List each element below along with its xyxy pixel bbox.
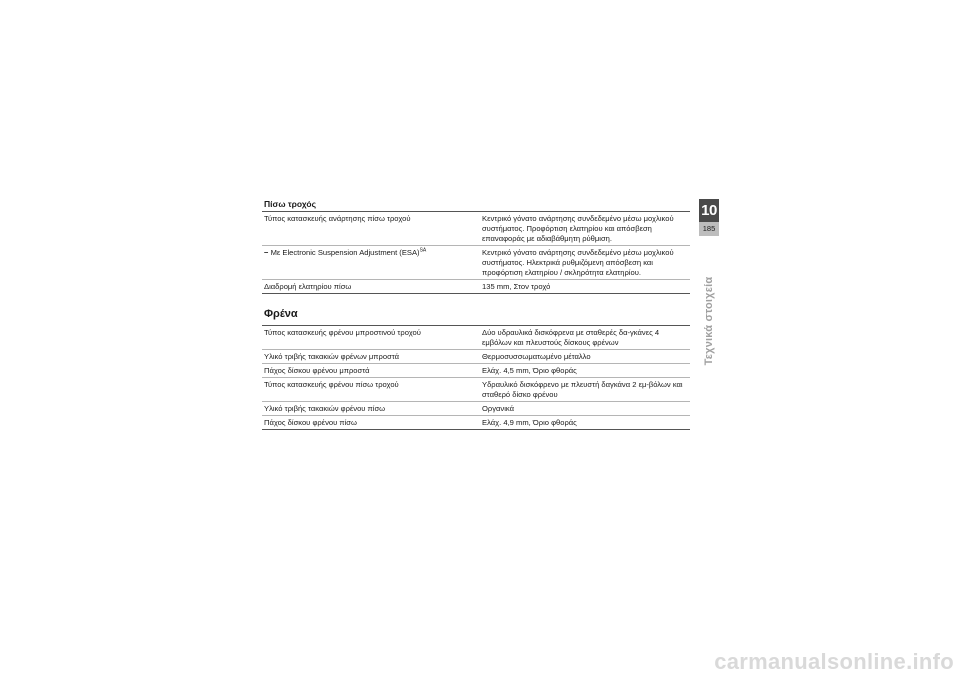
- table-row: [262, 350, 690, 364]
- page-number: 185: [699, 222, 719, 236]
- table-row: [262, 280, 690, 294]
- table-row: [262, 326, 690, 350]
- rear-wheel-heading: Πίσω τροχός: [262, 198, 690, 212]
- spec-value: Οργανικά: [480, 402, 690, 416]
- spec-value: Κεντρικό γόνατο ανάρτησης συνδεδεμένο μέσω μοχλικού συστήματος. Προφόρτιση ελατηρίου και απόσβεση επαναφοράς με αδιαβάθμητη ρύθμιση.: [480, 212, 690, 246]
- dash-marker: −: [264, 247, 269, 257]
- spec-value: Υδραυλικό δισκόφρενο με πλευστή δαγκάνα 2 εμ-βόλων και σταθερό δίσκο φρένου: [480, 378, 690, 402]
- spec-value: Δύο υδραυλικά δισκόφρενα με σταθερές δα-γκάνες 4 εμβόλων και πλευστούς δίσκους φρένων: [480, 326, 690, 350]
- table-row: [262, 402, 690, 416]
- spec-value: Ελάχ. 4,9 mm, Όριο φθοράς: [480, 416, 690, 430]
- spec-label: [262, 246, 480, 280]
- watermark: carmanualsonline.info: [714, 649, 954, 674]
- chapter-title: Τεχνικά στοιχεία: [703, 276, 715, 366]
- spec-value: Κεντρικό γόνατο ανάρτησης συνδεδεμένο μέσω μοχλικού συστήματος. Ηλεκτρικά ρυθμιζόμενη απόσβεση και προφόρτιση ελατηρίου / σκληρότητα ελατηρίου.: [480, 246, 690, 280]
- spec-value: Θερμοσυσσωματωμένο μέταλλο: [480, 350, 690, 364]
- table-row: [262, 378, 690, 402]
- table-row: [262, 416, 690, 430]
- table-row: [262, 246, 690, 280]
- spec-label: Τύπος κατασκευής φρένου μπροστινού τροχού: [262, 326, 480, 350]
- spec-label: Πάχος δίσκου φρένου μπροστά: [262, 364, 480, 378]
- spec-label: Υλικό τριβής τακακιών φρένου πίσω: [262, 402, 480, 416]
- brakes-heading: Φρένα: [262, 307, 690, 326]
- spec-label: Τύπος κατασκευής φρένου πίσω τροχού: [262, 378, 480, 402]
- table-row: [262, 364, 690, 378]
- page-content: [262, 198, 690, 430]
- special-accessory-mark: SA: [419, 246, 427, 253]
- table-row: [262, 212, 690, 246]
- rear-wheel-table: [262, 212, 690, 294]
- spec-label: Υλικό τριβής τακακιών φρένων μπροστά: [262, 350, 480, 364]
- spec-label: Τύπος κατασκευής ανάρτησης πίσω τροχού: [262, 212, 480, 246]
- spec-label-text: Με Electronic Suspension Adjustment (ESA): [270, 247, 420, 257]
- spec-label: Πάχος δίσκου φρένου πίσω: [262, 416, 480, 430]
- spec-label: Διαδρομή ελατηρίου πίσω: [262, 280, 480, 294]
- brakes-table: [262, 326, 690, 430]
- spec-value: 135 mm, Στον τροχό: [480, 280, 690, 294]
- chapter-title-vertical: [700, 276, 718, 366]
- chapter-number: 10: [699, 199, 719, 222]
- chapter-tab: [699, 199, 719, 236]
- spec-value: Ελάχ. 4,5 mm, Όριο φθοράς: [480, 364, 690, 378]
